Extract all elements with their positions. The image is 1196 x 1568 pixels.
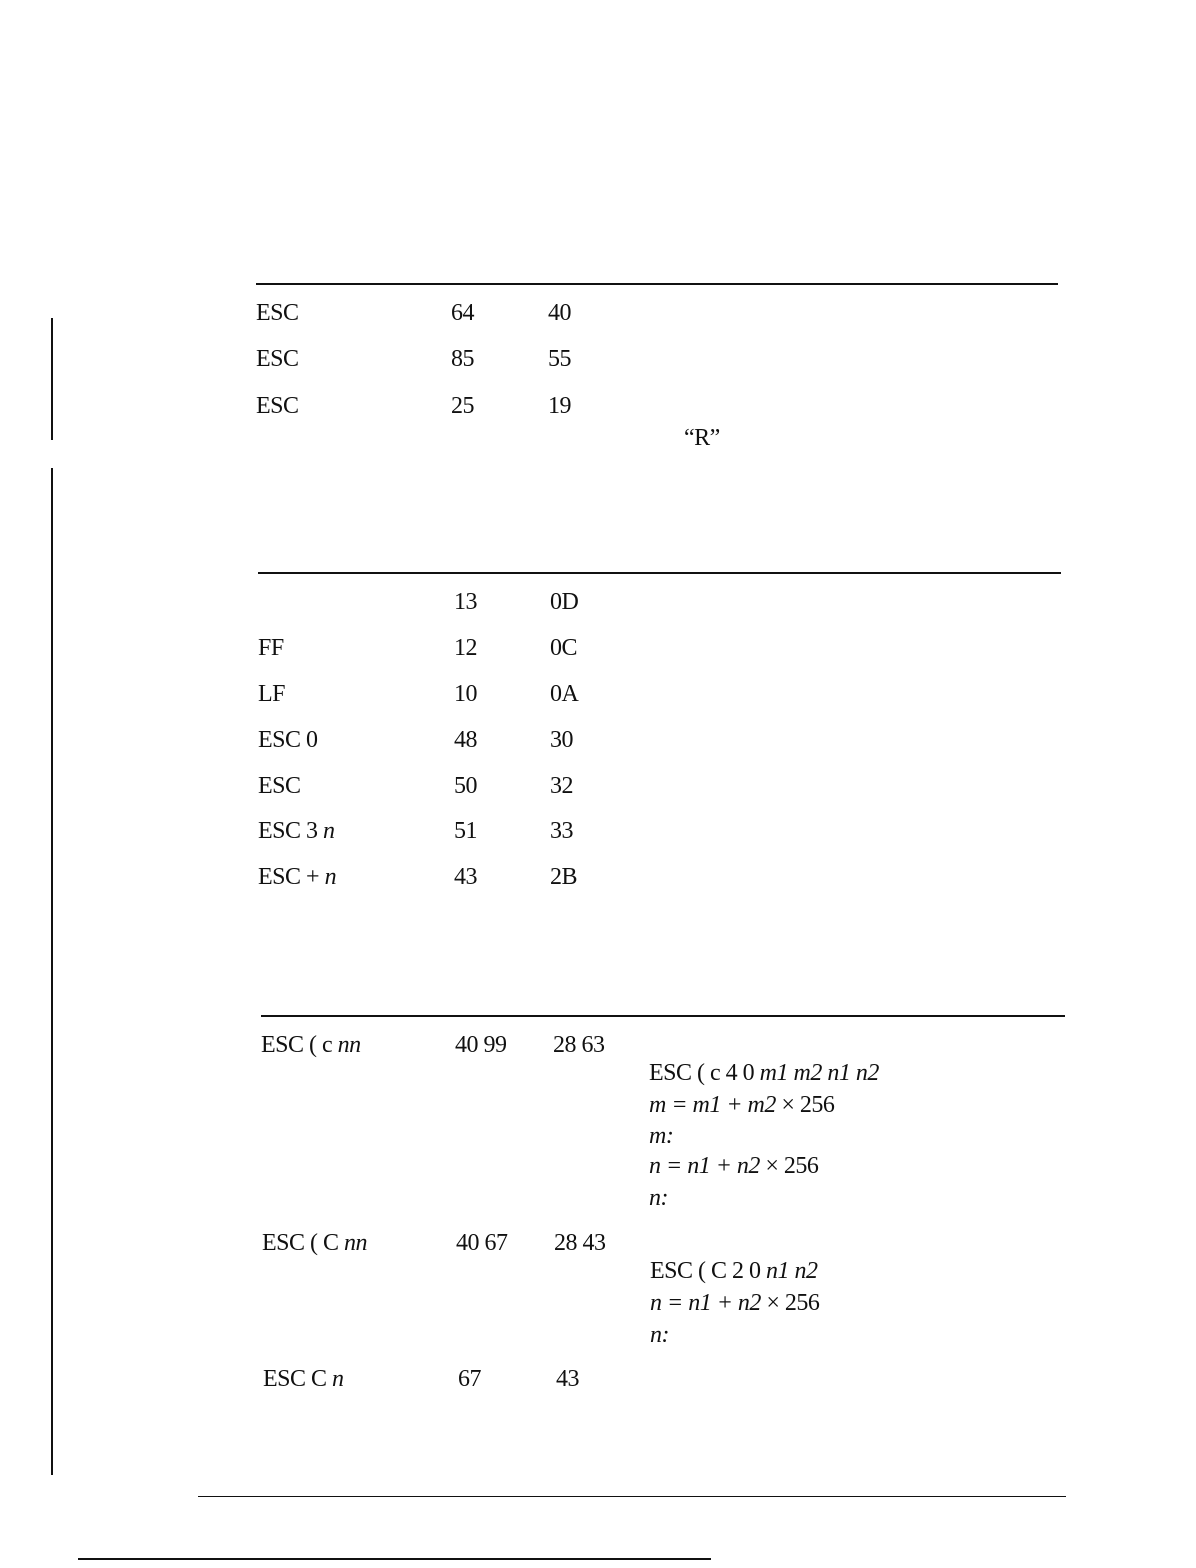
footer-rule — [198, 1496, 1066, 1497]
parameter-text: nn — [344, 1230, 368, 1256]
parameter-text: nn — [337, 1032, 361, 1058]
command-cell — [262, 1229, 367, 1257]
decimal-cell: 64 — [451, 300, 474, 326]
syntax-plain: ESC ( C 2 0 — [650, 1258, 767, 1284]
hex-cell: 33 — [550, 818, 573, 844]
hex-cell: 19 — [548, 393, 571, 419]
command-cell — [258, 863, 336, 891]
command-cell: FF — [258, 635, 284, 661]
hex-cell: 30 — [550, 727, 573, 753]
hex-cell: 0A — [550, 681, 579, 707]
hex-cell: 43 — [556, 1366, 579, 1392]
decimal-cell: 48 — [454, 727, 477, 753]
syntax-line — [650, 1257, 818, 1285]
formula-multiplier: × 256 — [775, 1092, 835, 1118]
syntax-params: n1 n2 — [766, 1258, 818, 1284]
formula-multiplier: × 256 — [759, 1153, 819, 1179]
hex-cell: 55 — [548, 346, 571, 372]
command-text: ESC ( c — [261, 1032, 338, 1058]
formula-terms: n = n1 + n2 — [649, 1153, 760, 1179]
decimal-cell: 40 67 — [456, 1230, 508, 1256]
command-cell: ESC 0 — [258, 727, 318, 753]
command-cell — [261, 1031, 361, 1059]
decimal-cell: 12 — [454, 635, 477, 661]
parameter-label: m: — [649, 1123, 674, 1149]
hex-cell: 40 — [548, 300, 571, 326]
decimal-cell: 43 — [454, 864, 477, 890]
command-cell — [263, 1365, 344, 1393]
section1-rule — [256, 283, 1058, 285]
command-text: ESC 3 — [258, 818, 324, 844]
formula-terms: n = n1 + n2 — [650, 1290, 761, 1316]
command-text: ESC C — [263, 1366, 333, 1392]
page-bottom-rule — [78, 1558, 711, 1560]
hex-cell: 0D — [550, 589, 579, 615]
decimal-cell: 67 — [458, 1366, 481, 1392]
syntax-plain: ESC ( c 4 0 — [649, 1060, 760, 1086]
command-text: ESC + — [258, 864, 325, 890]
hex-cell: 32 — [550, 773, 573, 799]
command-cell: ESC — [256, 346, 299, 372]
parameter-label: n: — [649, 1185, 668, 1211]
formula-line — [650, 1289, 819, 1317]
section3-rule — [261, 1015, 1065, 1017]
decimal-cell: 51 — [454, 818, 477, 844]
formula-line — [649, 1091, 834, 1119]
decimal-cell: 25 — [451, 393, 474, 419]
command-cell: ESC — [256, 393, 299, 419]
decimal-cell: 10 — [454, 681, 477, 707]
decimal-cell: 50 — [454, 773, 477, 799]
change-bar-top — [51, 318, 53, 440]
decimal-cell: 85 — [451, 346, 474, 372]
command-cell: ESC — [258, 773, 301, 799]
formula-terms: m = m1 + m2 — [649, 1092, 776, 1118]
parameter-text: n — [332, 1366, 344, 1392]
syntax-line — [649, 1059, 879, 1087]
decimal-cell: 13 — [454, 589, 477, 615]
description-fragment: “R” — [684, 425, 720, 451]
decimal-cell: 40 99 — [455, 1032, 507, 1058]
section2-rule — [258, 572, 1061, 574]
hex-cell: 28 63 — [553, 1032, 605, 1058]
command-text: ESC ( C — [262, 1230, 345, 1256]
command-cell: ESC — [256, 300, 299, 326]
parameter-label: n: — [650, 1322, 669, 1348]
change-bar-bottom — [51, 468, 53, 1475]
parameter-text: n — [324, 864, 337, 890]
command-cell: LF — [258, 681, 286, 707]
hex-cell: 28 43 — [554, 1230, 606, 1256]
hex-cell: 2B — [550, 864, 578, 890]
parameter-text: n — [323, 818, 335, 844]
syntax-params: m1 m2 n1 n2 — [759, 1060, 879, 1086]
hex-cell: 0C — [550, 635, 578, 661]
command-cell — [258, 817, 335, 845]
formula-line — [649, 1152, 818, 1180]
formula-multiplier: × 256 — [760, 1290, 820, 1316]
